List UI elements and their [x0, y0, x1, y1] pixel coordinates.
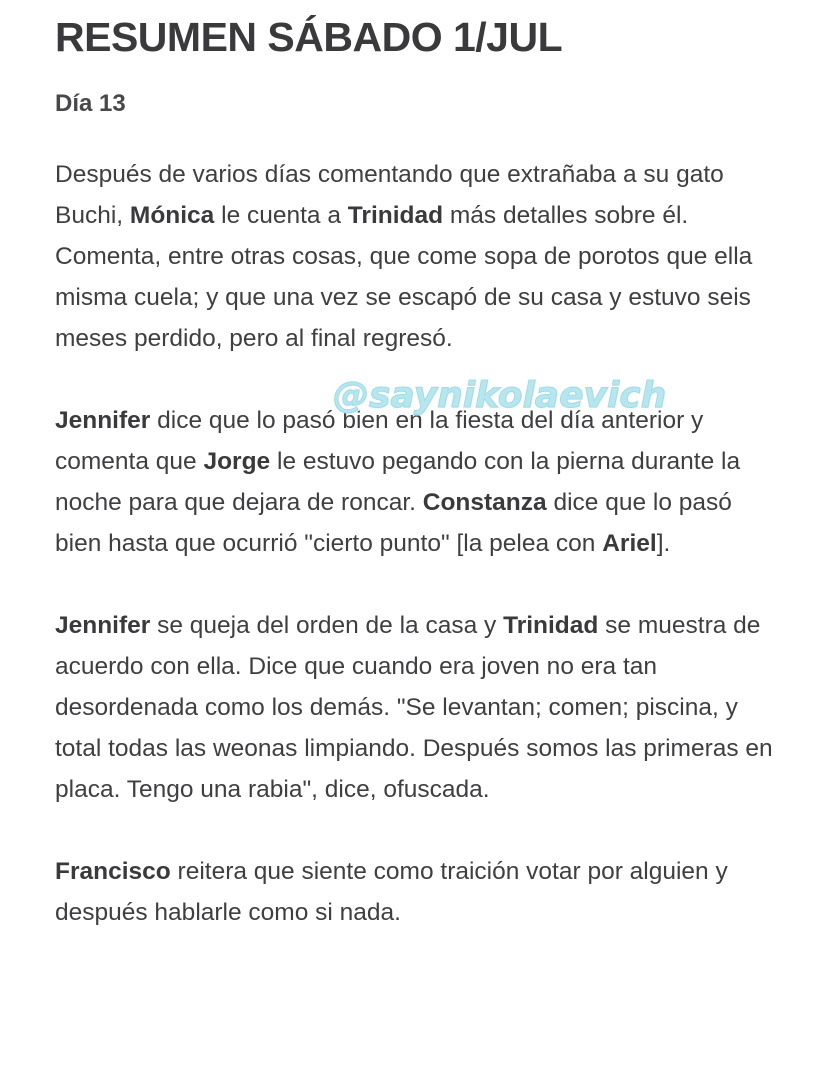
paragraph-text: dice que lo pasó bien en la fiesta del día anterior y comenta que — [55, 407, 704, 475]
person-name: Mónica — [129, 202, 215, 229]
paragraph-2 — [55, 400, 785, 564]
paragraph-text: reitera que siente como traición votar por alguien y después hablarle como si nada. — [55, 858, 728, 926]
person-name: Jorge — [203, 448, 271, 475]
paragraph-text: le cuenta a — [214, 202, 348, 229]
page-title: RESUMEN SÁBADO 1/JUL — [55, 14, 563, 60]
paragraph-1 — [55, 154, 785, 359]
article — [55, 12, 785, 933]
paragraph-text: ]. — [656, 530, 671, 557]
paragraph-text: dice que lo pasó bien hasta que ocurrió "cierto punto" [la pelea con — [55, 489, 732, 557]
paragraph-text: Después de varios días comentando que extrañaba a su gato Buchi, — [55, 161, 724, 229]
paragraph-3 — [55, 605, 785, 810]
person-name: Jennifer — [55, 612, 151, 639]
person-name: Trinidad — [347, 202, 444, 229]
paragraph-text: se queja del orden de la casa y — [150, 612, 504, 639]
day-subtitle: Día 13 — [55, 90, 126, 117]
paragraph-text: le estuvo pegando con la pierna durante la noche para que dejara de roncar. — [55, 448, 741, 516]
paragraph-text: se muestra de acuerdo con ella. Dice que cuando era joven no era tan desordenada como los demás. "Se levantan; comen; piscina, y total todas las weonas limpiando. Después somos las primeras en placa. Tengo una rabia", dice, ofuscada. — [55, 612, 773, 803]
person-name: Ariel — [602, 530, 657, 557]
person-name: Constanza — [422, 489, 547, 516]
watermark-handle: @saynikolaevich — [333, 375, 667, 416]
paragraph-text: más detalles sobre él. Comenta, entre otras cosas, que come sopa de porotos que ella misma cuela; y que una vez se escapó de su casa y estuvo seis meses perdido, pero al final regresó. — [55, 202, 753, 352]
person-name: Francisco — [55, 858, 171, 885]
paragraph-4 — [55, 851, 785, 933]
person-name: Jennifer — [55, 407, 151, 434]
person-name: Trinidad — [503, 612, 599, 639]
